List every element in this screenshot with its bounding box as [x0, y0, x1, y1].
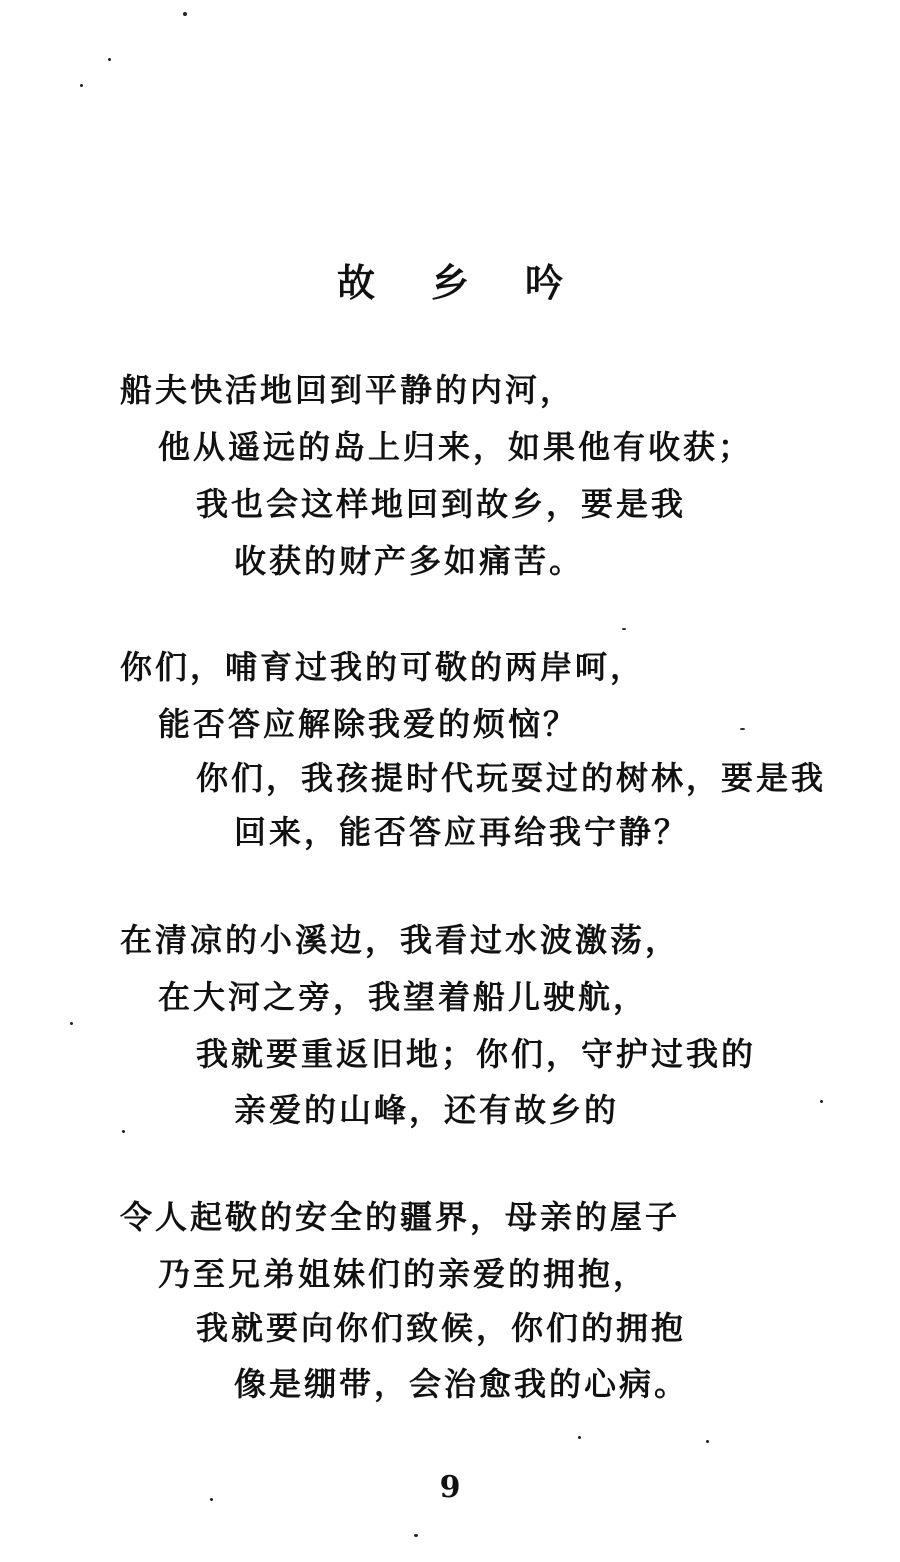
stanza-1-line-3: 我也会这样地回到故乡，要是我 — [196, 485, 687, 523]
scan-speck — [740, 728, 745, 730]
stanza-2-line-3: 你们，我孩提时代玩耍过的树林，要是我 — [196, 759, 827, 797]
scan-speck — [210, 1498, 213, 1501]
stanza-3-line-1: 在清凉的小溪边，我看过水波激荡， — [120, 921, 681, 959]
stanza-1-line-4: 收获的财产多如痛苦。 — [234, 542, 585, 580]
page-number: 9 — [439, 1470, 461, 1505]
scan-speck — [183, 12, 187, 16]
stanza-3-line-3: 我就要重返旧地；你们，守护过我的 — [196, 1035, 757, 1073]
scan-speck — [820, 1100, 823, 1103]
stanza-2-line-4: 回来，能否答应再给我宁静？ — [234, 813, 690, 851]
scan-speck — [414, 1534, 418, 1537]
stanza-4-line-1: 令人起敬的安全的疆界，母亲的屋子 — [120, 1198, 681, 1236]
scan-speck — [122, 1130, 125, 1133]
stanza-4-line-3: 我就要向你们致候，你们的拥抱 — [196, 1309, 687, 1347]
scan-speck — [622, 628, 626, 630]
stanza-2-line-1: 你们，哺育过我的可敬的两岸呵， — [120, 648, 646, 686]
stanza-2-line-2: 能否答应解除我爱的烦恼？ — [158, 705, 579, 743]
stanza-4-line-4: 像是绷带，会治愈我的心病。 — [234, 1365, 690, 1403]
stanza-1-line-2: 他从遥远的岛上归来，如果他有收获； — [158, 428, 754, 466]
stanza-4-line-2: 乃至兄弟姐妹们的亲爱的拥抱， — [158, 1255, 649, 1293]
scan-speck — [578, 1436, 581, 1439]
poem-title: 故乡吟 — [336, 260, 619, 305]
scan-speck — [80, 84, 83, 87]
stanza-3-line-4: 亲爱的山峰，还有故乡的 — [234, 1091, 620, 1129]
scan-speck — [108, 58, 111, 61]
scan-speck — [70, 1022, 73, 1025]
stanza-1-line-1: 船夫快活地回到平静的内河， — [120, 371, 576, 409]
scan-speck — [706, 1440, 709, 1443]
stanza-3-line-2: 在大河之旁，我望着船儿驶航， — [158, 978, 649, 1016]
